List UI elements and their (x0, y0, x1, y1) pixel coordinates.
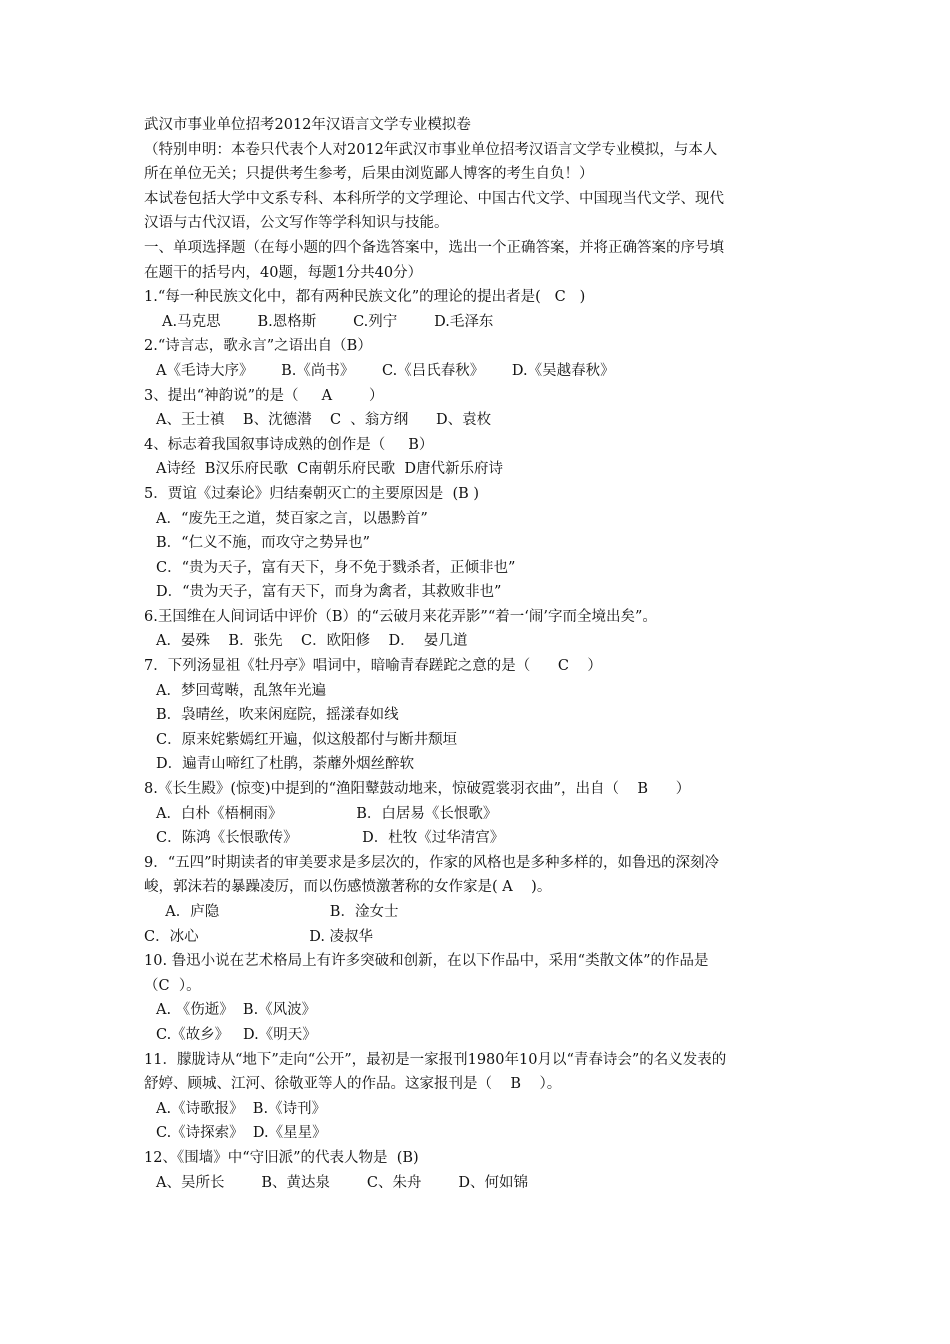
question-options: A《毛诗大序》 B.《尚书》 C.《吕氏春秋》 D.《吴越春秋》 (156, 362, 615, 379)
question-stem: 12、《围墙》中“守旧派”的代表人物是 (B) (144, 1149, 419, 1166)
question-option: D．遍青山啼红了杜鹃，荼蘼外烟丝醉软 (156, 756, 415, 773)
question-options: A、王士禛 B、沈德潜 C 、翁方纲 D、袁枚 (156, 412, 492, 429)
intro-line: 本试卷包括大学中文系专科、本科所学的文学理论、中国古代文学、中国现当代文学、现代 (144, 190, 724, 207)
question-option: C.《故乡》 D.《明天》 (156, 1026, 317, 1043)
question-stem: 5．贾谊《过秦论》归结秦朝灭亡的主要原因是 (B ) (144, 485, 480, 502)
question-stem: 6.王国维在人间词话中评价（B）的“云破月来花弄影”“着一‘闹’字而全境出矣”。 (144, 608, 657, 625)
question-option: A.《诗歌报》 B.《诗刊》 (156, 1100, 327, 1117)
question-option: C．冰心 D. 凌叔华 (144, 928, 374, 945)
question-option: D．“贵为天子，富有天下，而身为禽者，其救败非也” (156, 584, 502, 601)
question-option: C．原来姹紫嫣红开遍，似这般都付与断井颓垣 (156, 731, 458, 748)
question-stem: 1.“每一种民族文化中，都有两种民族文化”的理论的提出者是( C ) (144, 289, 586, 306)
question-stem: 峻，郭沫若的暴躁凌厉，而以伤感愤激著称的女作家是( A )。 (144, 879, 552, 896)
question-stem: 4、标志着我国叙事诗成熟的创作是（ B） (144, 436, 434, 453)
question-stem: 舒婷、顾城、江河、徐敬亚等人的作品。这家报刊是（ B ）。 (144, 1076, 562, 1093)
document-title: 武汉市事业单位招考2012年汉语言文学专业模拟卷 (144, 117, 471, 133)
question-stem: 8.《长生殿》(惊变)中提到的“渔阳鼙鼓动地来，惊破霓裳羽衣曲”，出自（ B ） (144, 781, 691, 798)
question-option: C.《诗探索》 D.《星星》 (156, 1125, 327, 1142)
question-option: A. 《伤逝》 B.《风波》 (156, 1002, 317, 1019)
question-option: B．“仁义不施，而攻守之势异也” (156, 535, 370, 552)
question-options: A.马克思 B.恩格斯 C.列宁 D.毛泽东 (162, 313, 494, 330)
disclaimer-line: （特别申明：本卷只代表个人对2012年武汉市事业单位招考汉语言文学专业模拟，与本人 (144, 141, 718, 158)
question-option: A．“废先王之道，焚百家之言，以愚黔首” (156, 510, 428, 527)
document-body (144, 113, 812, 1195)
section-heading: 在题干的括号内，40题，每题1分共40分） (144, 264, 423, 281)
question-stem: 11．朦胧诗从“地下”走向“公开”，最初是一家报刊1980年10月以“青春诗会”的名义发表的 (144, 1051, 727, 1068)
question-stem: 2.“诗言志，歌永言”之语出自（B） (144, 338, 372, 355)
question-stem: 7．下列汤显祖《牡丹亭》唱词中，暗喻青春蹉跎之意的是（ C ） (144, 658, 602, 675)
question-option: B．袅晴丝，吹来闲庭院，摇漾春如线 (156, 707, 399, 724)
intro-line: 汉语与古代汉语，公文写作等学科知识与技能。 (144, 215, 449, 232)
question-options: A诗经 B汉乐府民歌 C南朝乐府民歌 D唐代新乐府诗 (156, 461, 503, 478)
question-option: C．“贵为天子，富有天下，身不免于戮杀者，正倾非也” (156, 559, 516, 576)
question-option: C．陈鸿《长恨歌传》 D．杜牧《过华清宫》 (156, 830, 505, 847)
question-option: A．白朴《梧桐雨》 B．白居易《长恨歌》 (156, 805, 498, 822)
question-options: A、吴所长 B、黄达泉 C、朱舟 D、何如锦 (156, 1174, 528, 1191)
question-stem: （C ）。 (144, 977, 201, 994)
section-heading: 一、单项选择题（在每小题的四个备选答案中，选出一个正确答案，并将正确答案的序号填 (144, 239, 724, 256)
question-stem: 9．“五四”时期读者的审美要求是多层次的，作家的风格也是多种多样的，如鲁迅的深刻冷 (144, 854, 720, 871)
disclaimer-line: 所在单位无关；只提供考生参考，后果由浏览鄙人博客的考生自负！） (144, 166, 594, 183)
question-stem: 3、提出“神韵说”的是（ A ） (144, 387, 384, 404)
question-option: A．庐隐 B．淦女士 (156, 904, 399, 920)
question-option: A．梦回莺啭，乱煞年光遍 (156, 682, 326, 699)
question-stem: 10. 鲁迅小说在艺术格局上有许多突破和创新，在以下作品中，采用“类散文体”的作品是 (144, 953, 709, 970)
question-options: A．晏殊 B．张先 C．欧阳修 D． 晏几道 (156, 633, 468, 650)
